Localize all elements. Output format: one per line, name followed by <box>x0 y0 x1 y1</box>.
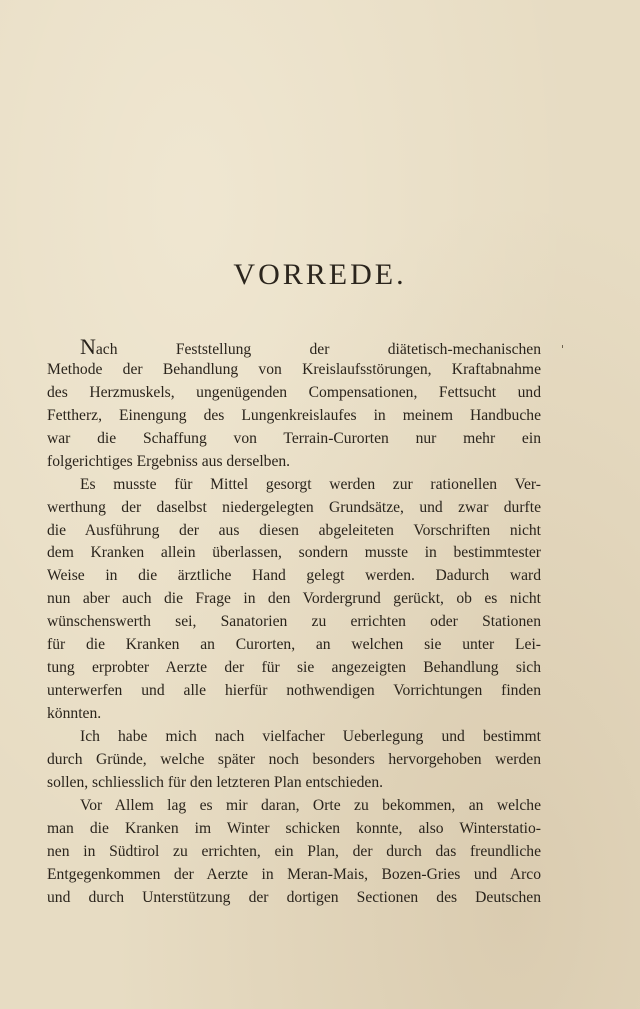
text-line-content: durch Gründe, welche später noch besonders hervorgehoben werden <box>47 750 541 768</box>
text-line-content: sollen, schliesslich für den letzteren Plan entschieden. <box>47 773 384 791</box>
text-line <box>47 336 541 359</box>
text-line <box>47 520 541 543</box>
text-line-content: nun aber auch die Frage in den Vordergrund gerückt, ob es nicht <box>47 590 541 608</box>
text-line <box>47 588 541 611</box>
text-line <box>47 611 541 634</box>
text-line <box>47 887 541 910</box>
text-line-content: tung erprobter Aerzte der für sie angezeigten Behandlung sich <box>47 659 541 677</box>
text-line <box>47 451 541 474</box>
text-line-content: des Herzmuskels, ungenügenden Compensationen, Fettsucht und <box>47 383 541 401</box>
text-line <box>47 818 541 841</box>
text-line <box>47 726 541 749</box>
text-line-content: wünschenswerth sei, Sanatorien zu errichten oder Stationen <box>47 613 541 631</box>
text-line <box>47 841 541 864</box>
text-line-content: werthung der daselbst niedergelegten Grundsätze, und zwar durfte <box>47 498 541 516</box>
text-line <box>47 772 541 795</box>
text-line <box>47 703 541 726</box>
text-line <box>47 680 541 703</box>
text-line-content: folgerichtiges Ergebniss aus derselben. <box>47 452 291 470</box>
text-line <box>47 497 541 520</box>
text-line-content: Vor Allem lag es mir daran, Orte zu bekommen, an welche <box>80 796 541 814</box>
text-line-content: Entgegenkommen der Aerzte in Meran-Mais, Bozen-Gries und Arco <box>47 865 541 883</box>
text-line-content: ach Feststellung der diätetisch-mechanischen <box>95 341 541 358</box>
margin-mark: ' <box>561 343 565 356</box>
text-line-content: man die Kranken im Winter schicken konnte, also Winterstatio- <box>47 819 541 837</box>
text-line-content: könnten. <box>47 705 102 722</box>
text-line <box>47 634 541 657</box>
text-line-content: war die Schaffung von Terrain-Curorten nur mehr ein <box>47 429 541 447</box>
text-line-content: dem Kranken allein überlassen, sondern musste in bestimmtester <box>47 544 541 562</box>
text-line <box>47 428 541 451</box>
text-line-content: die Ausführung der aus diesen abgeleiteten Vorschriften nicht <box>47 521 541 539</box>
text-line <box>47 405 541 428</box>
text-line <box>47 359 541 382</box>
text-line-content: nen in Südtirol zu errichten, ein Plan, der durch das freundliche <box>47 842 541 860</box>
text-line <box>47 474 541 497</box>
text-line <box>47 565 541 588</box>
text-line-content: Ich habe mich nach vielfacher Ueberlegung und bestimmt <box>80 727 541 745</box>
text-line <box>47 795 541 818</box>
text-line <box>47 864 541 887</box>
text-line-content: Weise in die ärztliche Hand gelegt werden. Dadurch ward <box>47 567 541 585</box>
text-line <box>47 749 541 772</box>
text-line-content: für die Kranken an Curorten, an welchen sie unter Lei- <box>47 636 541 654</box>
text-line <box>47 657 541 680</box>
text-line-content: Fettherz, Einengung des Lungenkreislaufes in meinem Handbuche <box>47 406 541 424</box>
text-line-content: und durch Unterstützung der dortigen Sectionen des Deutschen <box>47 888 541 906</box>
text-line <box>47 542 541 565</box>
text-line-content: Es musste für Mittel gesorgt werden zur rationellen Ver- <box>80 475 541 493</box>
text-line-content: Methode der Behandlung von Kreislaufsstörungen, Kraftabnahme <box>47 360 541 378</box>
text-line-content: unterwerfen und alle hierfür nothwendigen Vorrichtungen finden <box>47 682 541 700</box>
body-text <box>47 336 541 909</box>
initial-letter: N <box>80 336 96 359</box>
text-line <box>47 382 541 405</box>
page-title: VORREDE. <box>233 258 407 291</box>
